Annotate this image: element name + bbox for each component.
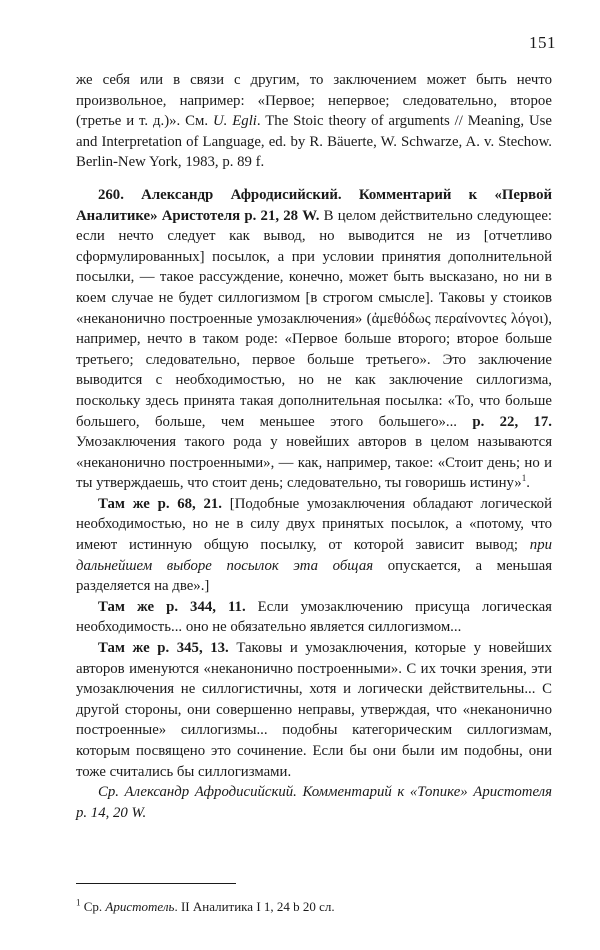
paragraph-p68 <box>76 494 552 597</box>
section-260-text-2: Умозаключения такого рода у новейших авторов в целом называются «неканонично построенными», — как, например, такое: «Стоит день; но и ты утверждаешь, что стоит день; следовательно, ты говоришь истину» <box>76 434 552 492</box>
section-260-paragraph <box>76 185 552 494</box>
p344-ref: Там же р. 344, 11. <box>98 598 246 615</box>
footnote-prefix: Ср. <box>80 899 106 914</box>
section-260-text-3: . <box>526 475 530 492</box>
main-text <box>76 70 552 823</box>
section-260-heading: 260. Александр Афродисийский. Комментарий к «Первой Аналитике» Аристотеля р. 21, 28 W. <box>76 186 552 224</box>
section-260-ref: р. 22, 17. <box>472 413 552 430</box>
intro-paragraph <box>76 70 552 173</box>
page-number: 151 <box>529 33 556 52</box>
footnote-divider <box>76 883 236 884</box>
footnote <box>76 898 552 915</box>
footnote-number: 1 <box>76 897 81 908</box>
p345-ref: Там же р. 345, 13. <box>98 640 229 657</box>
p68-ref: Там же р. 68, 21. <box>98 495 223 512</box>
intro-text-1: же себя или в связи с другим, то заключением может быть нечто произвольное, например: «Первое; непервое; следовательно, второе (третье и т. д.)». См. <box>76 72 552 130</box>
intro-author: U. Egli <box>212 113 257 130</box>
footnote-author: Аристотель <box>105 899 175 914</box>
p344-text: Если умозаключению присуща логическая необходимость... оно не обязательно является силлогизмом... <box>76 598 552 636</box>
footnote-text: . II Аналитика I 1, 24 b 20 сл. <box>174 899 335 914</box>
cross-reference <box>76 782 552 823</box>
paragraph-p344 <box>76 597 552 638</box>
p345-text: Таковы и умозаключения, которые у новейших авторов именуются «неканонично построенными». С их точки зрения, эти умозаключения не силлогистичны, хотя и логически действительны... С другой стороны, они совершенно неправы, утверждая, что «неканонично построенные» силлогизмы... подобны категорическим силлогизмам, которым посвящено это сочинение. Если бы они были им подобны, они тоже считались бы силлогизмами. <box>76 640 552 780</box>
footnote-mark: 1 <box>521 473 527 484</box>
paragraph-p345 <box>76 638 552 782</box>
intro-text-2: . The Stoic theory of arguments // Meaning, Use and Interpretation of Language, ed. by R. Bäuerte, W. Schwarze, A. v. Stechow. Berlin-New York, 1983, p. 89 f. <box>76 113 552 171</box>
p68-text-1: [Подобные умозаключения обладают логической необходимостью, но не в силу двух принятых посылок, а «потому, что имеют истинную общую посылку, от которой зависит вывод; <box>76 495 552 554</box>
section-260-text-1: В целом действительно следующее: если нечто следует как вывод, но выводится не из [отчетливо сформулированных] посылок, а при условии принятия дополнительной посылки, — такое рассуждение, конечно, может быть высказано, но ни в коем случае не будет силлогизмом [в строгом смысле]. Таковы у стоиков «неканонично построенные умозаключения» (ἀμεθόδως περαίνοντες λόγοι), например, нечто в таком роде: «Первое больше второго; второе больше третьего; следовательно, первое больше третьего». Это заключение выводится с необходимостью, но не как заключение силлогизма, поскольку здесь принята такая дополнительная посылка: «То, что больше большего, больше, чем меньшее этого большего»... <box>76 207 552 430</box>
p68-italic: при дальнейшем выборе посылок эта общая <box>76 537 552 574</box>
p68-text-2: опускается, а меньшая разделяется на две».] <box>76 557 552 595</box>
crossref-text: Ср. Александр Афродисийский. Комментарий к «Топике» Аристотеля р. 14, 20 W. <box>76 784 552 821</box>
